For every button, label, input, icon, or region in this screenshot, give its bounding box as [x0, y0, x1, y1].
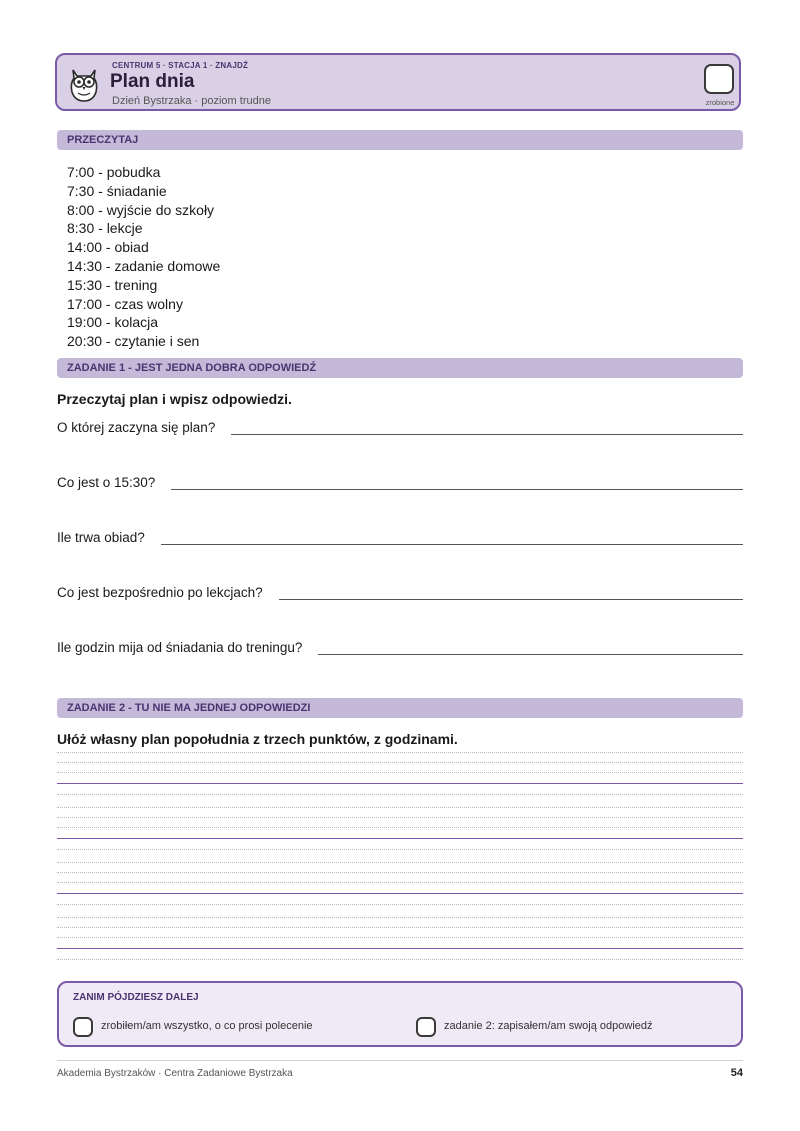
- header-kicker: CENTRUM 5 · STACJA 1 · ZNAJDŹ: [112, 61, 249, 70]
- dotted-guide-line: [57, 762, 743, 763]
- question-text: Co jest o 15:30?: [57, 475, 156, 490]
- question-text: Ile trwa obiad?: [57, 530, 145, 545]
- question-row: [57, 581, 743, 601]
- task1-instruction: Przeczytaj plan i wpisz odpowiedzi.: [57, 391, 292, 407]
- section-task2-heading: ZADANIE 2 - TU NIE MA JEDNEJ ODPOWIEDZI: [57, 698, 743, 718]
- check-all-done-label: zrobiłem/am wszystko, o co prosi polecenie: [101, 1020, 313, 1032]
- dotted-guide-line: [57, 817, 743, 818]
- schedule-item: 7:00 - pobudka: [67, 164, 161, 180]
- dotted-guide-line: [57, 862, 743, 863]
- schedule-item: 19:00 - kolacja: [67, 314, 159, 331]
- answer-line[interactable]: [318, 654, 743, 655]
- question-text: Ile godzin mija od śniadania do treningu?: [57, 640, 303, 655]
- footer-credit: Akademia Bystrzaków · Centra Zadaniowe Bystrzaka: [57, 1068, 293, 1079]
- dotted-guide-line: [57, 937, 743, 938]
- base-line: [57, 783, 743, 784]
- task2-instruction: Ułóż własny plan popołudnia z trzech punktów, z godzinami.: [57, 731, 458, 747]
- question-row: [57, 526, 743, 546]
- question-row: [57, 636, 743, 656]
- schedule-item: 7:30 - śniadanie: [67, 182, 167, 199]
- schedule-item: 17:00 - czas wolny: [67, 295, 183, 312]
- answer-line[interactable]: [161, 544, 743, 545]
- before-next-title: ZANIM PÓJDZIESZ DALEJ: [73, 992, 199, 1003]
- check-all-done-checkbox[interactable]: [73, 1017, 93, 1037]
- writing-area[interactable]: [57, 752, 743, 977]
- writing-line-group[interactable]: [57, 862, 743, 917]
- answer-line[interactable]: [279, 599, 743, 600]
- schedule-item: 14:30 - zadanie domowe: [67, 257, 221, 274]
- dotted-guide-line: [57, 827, 743, 828]
- check-task2-label: zadanie 2: zapisałem/am swoją odpowiedź: [444, 1020, 653, 1032]
- done-checkbox[interactable]: [704, 64, 734, 94]
- before-next-box: [57, 981, 743, 1047]
- footer-divider: [57, 1060, 743, 1061]
- dotted-guide-line: [57, 872, 743, 873]
- dotted-guide-line: [57, 927, 743, 928]
- owl-icon: [69, 64, 99, 102]
- question-text: Co jest bezpośrednio po lekcjach?: [57, 585, 263, 600]
- answer-line[interactable]: [171, 489, 743, 490]
- dotted-guide-line: [57, 904, 743, 905]
- section-read-heading: PRZECZYTAJ: [57, 130, 743, 150]
- question-row: [57, 416, 743, 436]
- writing-line-group[interactable]: [57, 807, 743, 862]
- writing-line-group[interactable]: [57, 917, 743, 977]
- schedule-item: 20:30 - czytanie i sen: [67, 333, 200, 350]
- dotted-guide-line: [57, 882, 743, 883]
- question-text: O której zaczyna się plan?: [57, 420, 216, 435]
- schedule-item: 8:30 - lekcje: [67, 220, 143, 237]
- dotted-guide-line: [57, 807, 743, 808]
- schedule-item: 15:30 - trening: [67, 276, 158, 293]
- base-line: [57, 893, 743, 894]
- dotted-guide-line: [57, 959, 743, 960]
- dotted-guide-line: [57, 794, 743, 795]
- station-header: [55, 53, 741, 111]
- section-task1-heading: ZADANIE 1 - JEST JEDNA DOBRA ODPOWIEDŹ: [57, 358, 743, 378]
- question-row: [57, 471, 743, 491]
- answer-line[interactable]: [231, 434, 743, 435]
- base-line: [57, 838, 743, 839]
- dotted-guide-line: [57, 752, 743, 753]
- dotted-guide-line: [57, 849, 743, 850]
- writing-line-group[interactable]: [57, 752, 743, 807]
- schedule-list: [67, 163, 220, 351]
- schedule-item: 14:00 - obiad: [67, 239, 149, 256]
- check-task2-checkbox[interactable]: [416, 1017, 436, 1037]
- schedule-item: 8:00 - wyjście do szkoły: [67, 201, 215, 218]
- done-label: zrobione: [705, 98, 735, 107]
- dotted-guide-line: [57, 772, 743, 773]
- page-number: 54: [730, 1067, 743, 1079]
- base-line: [57, 948, 743, 949]
- header-subtitle: Dzień Bystrzaka · poziom trudne: [112, 95, 271, 107]
- page-title: Plan dnia: [110, 71, 195, 92]
- dotted-guide-line: [57, 917, 743, 918]
